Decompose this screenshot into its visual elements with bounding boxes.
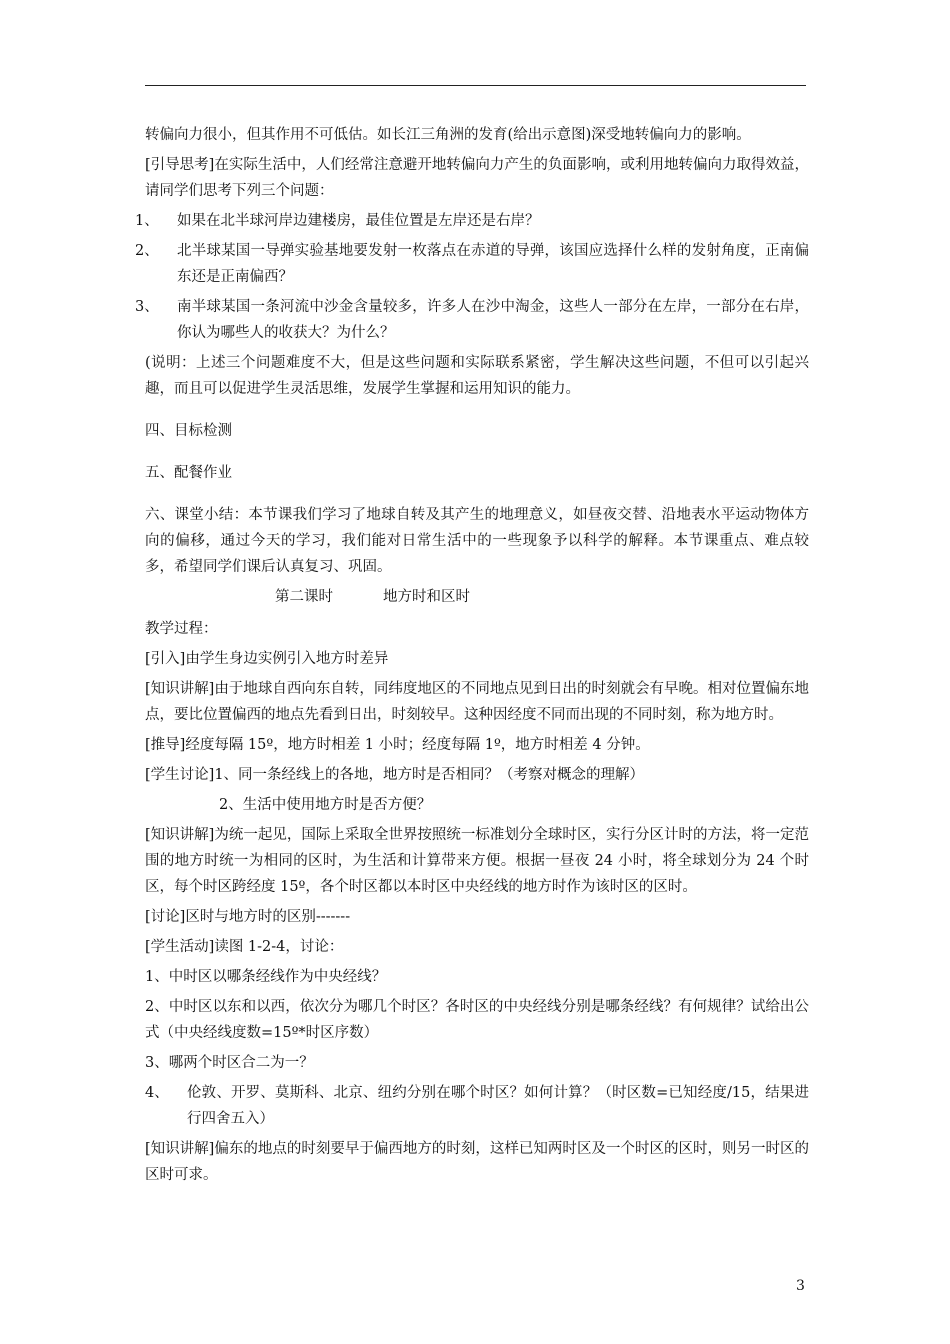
item-number: 4、 [145,1085,169,1101]
paragraph: 1、中时区以哪条经线作为中央经线？ [145,969,387,985]
paragraph: [知识讲解]偏东的地点的时刻要早于偏西地方的时刻，这样已知两时区及一个时区的区时，则另一时区的区时可求。 [145,1141,809,1183]
paragraph: 2、中时区以东和以西，依次分为哪几个时区？各时区的中央经线分别是哪条经线？有何规律？试给出公式（中央经线度数=15º*时区序数） [145,999,809,1041]
question-3 [135,294,809,346]
header-rule [145,85,806,86]
lesson-title-part: 地方时和区时 [383,589,470,605]
paragraph: [学生讨论]1、同一条经线上的各地，地方时是否相同？（考察对概念的理解） [145,767,645,783]
question-number: 1、 [135,213,159,229]
item-text: 伦敦、开罗、莫斯科、北京、纽约分别在哪个时区？如何计算？（时区数=已知经度/15，结果进行四舍五入） [187,1085,809,1127]
paragraph: [引入]由学生身边实例引入地方时差异 [145,651,389,667]
paragraph: 转偏向力很小，但其作用不可低估。如长江三角洲的发育(给出示意图)深受地转偏向力的影响。 [145,127,751,143]
question-text: 如果在北半球河岸边建楼房，最佳位置是左岸还是右岸？ [177,213,540,229]
paragraph: [讨论]区时与地方时的区别------- [145,909,351,925]
section-heading: 四、目标检测 [145,423,232,439]
paragraph: 教学过程： [145,621,218,637]
question-number: 3、 [135,299,159,315]
paragraph: [推导]经度每隔 15º，地方时相差 1 小时；经度每隔 1º，地方时相差 4 分钟。 [145,737,650,753]
paragraph: 3、哪两个时区合二为一？ [145,1055,314,1071]
question-text: 南半球某国一条河流中沙金含量较多，许多人在沙中淘金，这些人一部分在左岸，一部分在右岸，你认为哪些人的收获大？为什么？ [177,299,809,341]
paragraph: [学生活动]读图 1-2-4，讨论： [145,939,344,955]
section-heading: 五、配餐作业 [145,465,232,481]
paragraph: [引导思考]在实际生活中，人们经常注意避开地转偏向力产生的负面影响，或利用地转偏向力取得效益，请同学们思考下列三个问题： [145,157,809,199]
note-paragraph: (说明：上述三个问题难度不大，但是这些问题和实际联系紧密，学生解决这些问题，不但可以引起兴趣，而且可以促进学生灵活思维，发展学生掌握和运用知识的能力。 [145,355,809,397]
page-number: 3 [796,1278,805,1294]
question-text: 北半球某国一导弹实验基地要发射一枚落点在赤道的导弹，该国应选择什么样的发射角度，正南偏东还是正南偏西？ [177,243,809,285]
question-1 [135,208,809,234]
document-body [135,122,809,1192]
paragraph: [知识讲解]为统一起见，国际上采取全世界按照统一标准划分全球时区，实行分区计时的方法，将一定范围的地方时统一为相同的区时，为生活和计算带来方便。根据一昼夜 24 小时，将全球划分为 24 个时区，每个时区跨经度 15º，各个时区都以本时区中央经线的地方时作为该时区的区时。 [145,827,809,895]
activity-item-4 [145,1080,809,1132]
question-2 [135,238,809,290]
lesson-title [145,584,809,610]
question-number: 2、 [135,243,159,259]
summary-paragraph: 六、课堂小结：本节课我们学习了地球自转及其产生的地理意义，如昼夜交替、沿地表水平运动物体方向的偏移，通过今天的学习，我们能对日常生活中的一些现象予以科学的解释。本节课重点、难点较多，希望同学们课后认真复习、巩固。 [145,507,809,575]
lesson-title-part: 第二课时 [275,589,333,605]
paragraph: [知识讲解]由于地球自西向东自转，同纬度地区的不同地点见到日出的时刻就会有早晚。相对位置偏东地点，要比位置偏西的地点先看到日出，时刻较早。这种因经度不同而出现的不同时刻，称为地方时。 [145,681,809,723]
paragraph: 2、生活中使用地方时是否方便？ [219,797,432,813]
